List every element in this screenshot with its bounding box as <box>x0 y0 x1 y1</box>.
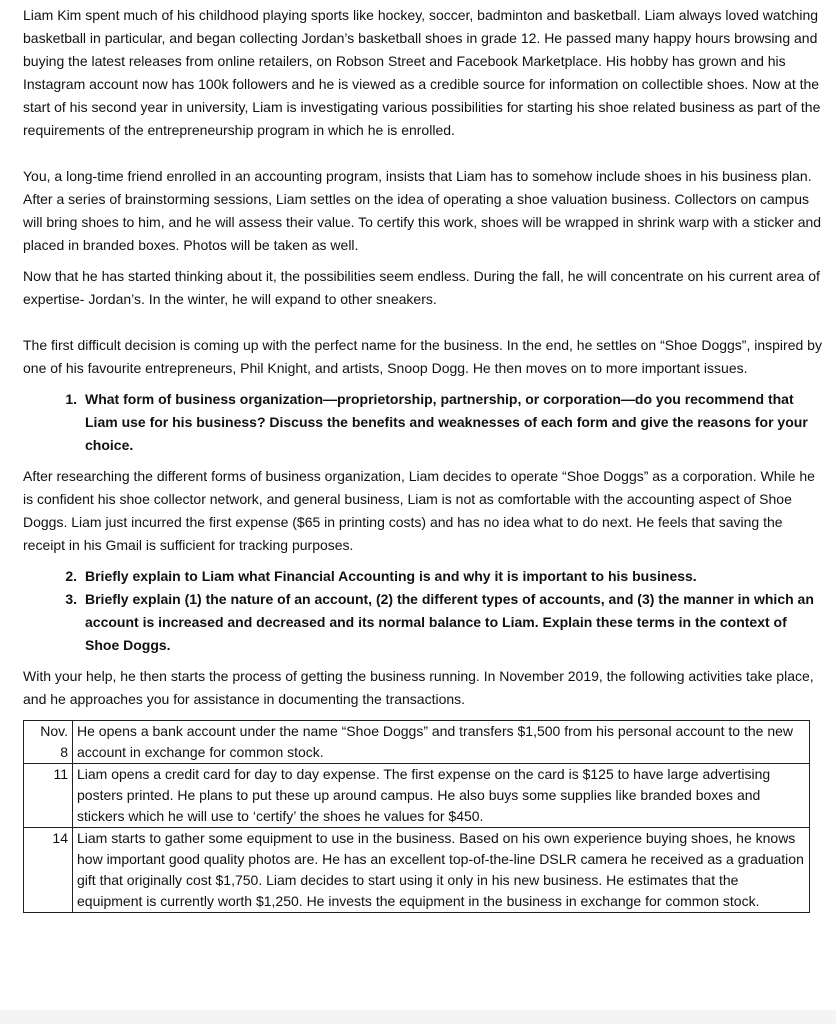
paragraph-business-plan: You, a long-time friend enrolled in an accounting program, insists that Liam has to somehow include shoes in his business plan. After a series of brainstorming sessions, Liam settles on the idea of operating a shoe valuation business. Collectors on campus will bring shoes to him, and he will assess their value. To certify this work, shoes will be wrapped in shrink warp with a sticker and placed in branded boxes. Photos will be taken as well. <box>23 168 822 253</box>
question-text: Briefly explain to Liam what Financial Accounting is and why it is important to his business. <box>85 568 697 584</box>
question-list-1 <box>23 388 824 457</box>
question-number: 1. <box>65 391 77 407</box>
table-row <box>24 764 810 828</box>
date-day: 14 <box>52 830 68 846</box>
page-bottom-edge <box>0 1010 836 1024</box>
table-row <box>24 828 810 913</box>
question-item <box>23 388 824 457</box>
date-cell <box>24 764 73 828</box>
question-number: 3. <box>65 591 77 607</box>
paragraph-business-name: The first difficult decision is coming up with the perfect name for the business. In the end, he settles on “Shoe Doggs”, inspired by one of his favourite entrepreneurs, Phil Knight, and artists, Snoop Dogg. He then moves on to more important issues. <box>23 337 822 376</box>
question-number: 2. <box>65 568 77 584</box>
question-list-2 <box>23 565 824 657</box>
date-day: 8 <box>60 744 68 760</box>
paragraph-corporation: After researching the different forms of business organization, Liam decides to operate “Shoe Doggs” as a corporation. While he is confident his shoe collector network, and general business, Liam is not as comfortable with the accounting aspect of Shoe Doggs. Liam just incurred the first expense ($65 in printing costs) and has no idea what to do next. He feels that saving the receipt in his Gmail is sufficient for tracking purposes. <box>23 468 815 553</box>
question-item <box>23 565 824 588</box>
date-cell <box>24 828 73 913</box>
question-text: What form of business organization—proprietorship, partnership, or corporation—do you recommend that Liam use for his business? Discuss the benefits and weaknesses of each form and give the reasons for your choice. <box>85 391 808 453</box>
paragraph-intro: Liam Kim spent much of his childhood playing sports like hockey, soccer, badminton and basketball. Liam always loved watching basketball in particular, and began collecting Jordan’s basketball shoes in grade 12. He passed many happy hours browsing and buying the latest releases from online retailers, on Robson Street and Facebook Marketplace. His hobby has grown and his Instagram account now has 100k followers and he is viewed as a credible source for information on collectible shoes. Now at the start of his second year in university, Liam is investigating various possibilities for starting his shoe related business as part of the requirements of the entrepreneurship program in which he is enrolled. <box>23 7 821 138</box>
paragraph-getting-started: With your help, he then starts the process of getting the business running. In November 2019, the following activities take place, and he approaches you for assistance in documenting the transactions. <box>23 668 814 707</box>
description-cell: Liam opens a credit card for day to day expense. The first expense on the card is $125 to have large advertising posters printed. He plans to put these up around campus. He also buys some supplies like branded boxes and stickers which he will use to ‘certify’ the shoes he values for $450. <box>73 764 810 828</box>
description-cell: Liam starts to gather some equipment to use in the business. Based on his own experience buying shoes, he knows how important good quality photos are. He has an excellent top-of-the-line DSLR camera he received as a graduation gift that originally cost $1,750. Liam decides to start using it only in his new business. He estimates that the equipment is currently worth $1,250. He invests the equipment in the business in exchange for common stock. <box>73 828 810 913</box>
date-cell <box>24 721 73 764</box>
date-month: Nov. <box>40 723 68 739</box>
description-cell: He opens a bank account under the name “Shoe Doggs” and transfers $1,500 from his personal account to the new account in exchange for common stock. <box>73 721 810 764</box>
date-day: 11 <box>53 766 68 782</box>
paragraph-possibilities: Now that he has started thinking about it, the possibilities seem endless. During the fall, he will concentrate on his current area of expertise- Jordan’s. In the winter, he will expand to other sneakers. <box>23 268 820 307</box>
transactions-table <box>23 720 810 913</box>
question-item <box>23 588 824 657</box>
question-text: Briefly explain (1) the nature of an account, (2) the different types of accounts, and (3) the manner in which an account is increased and decreased and its normal balance to Liam. Explain these terms in the context of Shoe Doggs. <box>85 591 814 653</box>
table-row <box>24 721 810 764</box>
